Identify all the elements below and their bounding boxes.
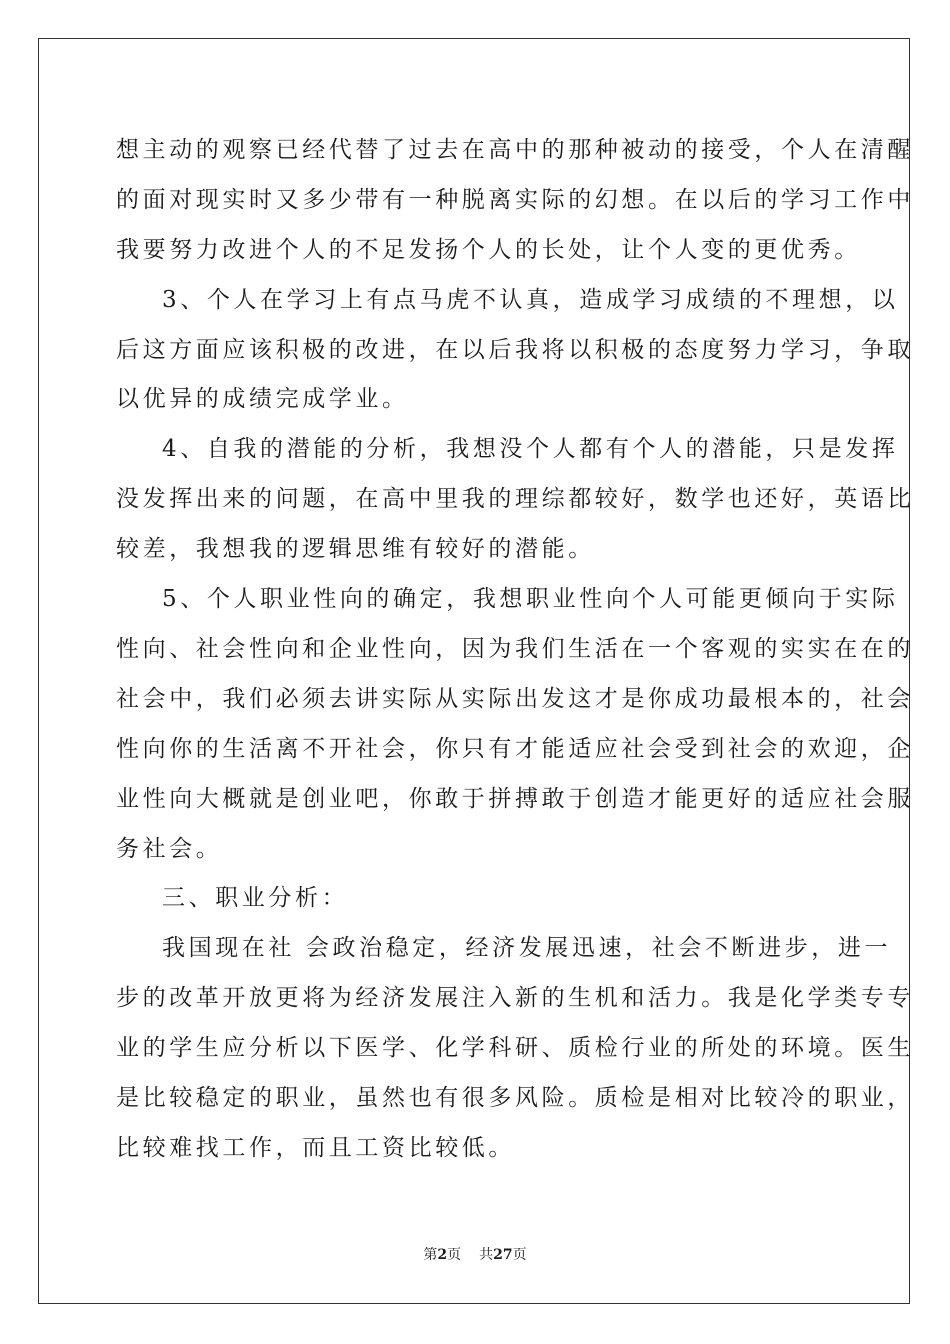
- text-line: 社会中，我们必须去讲实际从实际出发这才是你成功最根本的，社会: [116, 686, 914, 712]
- section-heading: 三、职业分析：: [162, 885, 349, 911]
- text-line: 的面对现实时又多少带有一种脱离实际的幻想。在以后的学习工作中: [116, 187, 914, 213]
- total-pages: 27: [493, 1247, 513, 1263]
- paragraph-start: 3、个人在学习上有点马虎不认真，造成学习成绩的不理想，以: [162, 287, 899, 313]
- page-suffix: 页: [447, 1247, 462, 1263]
- text-line: 后这方面应该积极的改进，在以后我将以积极的态度努力学习，争取: [116, 337, 914, 363]
- text-line: 业的学生应分析以下医学、化学科研、质检行业的所处的环境。医生: [116, 1035, 914, 1061]
- total-prefix: 共: [479, 1247, 494, 1263]
- text-line: 务社会。: [116, 836, 223, 862]
- paragraph-start: 4、自我的潜能的分析，我想没个人都有个人的潜能，只是发挥: [162, 436, 899, 462]
- text-line: 想主动的观察已经代替了过去在高中的那种被动的接受，个人在清醒: [116, 137, 914, 163]
- text-line: 是比较稳定的职业，虽然也有很多风险。质检是相对比较冷的职业，: [116, 1085, 914, 1111]
- page-border: [38, 38, 910, 1304]
- text-line: 比较难找工作，而且工资比较低。: [116, 1135, 515, 1161]
- page-prefix: 第: [423, 1247, 438, 1263]
- text-line: 性向、社会性向和企业性向，因为我们生活在一个客观的实实在在的: [116, 636, 914, 662]
- text-line: 没发挥出来的问题，在高中里我的理综都较好，数学也还好，英语比: [116, 486, 914, 512]
- text-line: 业性向大概就是创业吧，你敢于拼搏敢于创造才能更好的适应社会服: [116, 786, 914, 812]
- text-line: 以优异的成绩完成学业。: [116, 386, 409, 412]
- total-suffix: 页: [512, 1247, 527, 1263]
- text-line: 性向你的生活离不开社会，你只有才能适应社会受到社会的欢迎，企: [116, 736, 914, 762]
- paragraph-start: 5、个人职业性向的确定，我想职业性向个人可能更倾向于实际: [162, 586, 899, 612]
- paragraph-start: 我国现在社 会政治稳定，经济发展迅速，社会不断进步，进一: [162, 935, 892, 961]
- page-footer: [0, 1246, 950, 1264]
- page-number: 2: [437, 1247, 448, 1263]
- text-line: 我要努力改进个人的不足发扬个人的长处，让个人变的更优秀。: [116, 237, 861, 263]
- text-line: 步的改革开放更将为经济发展注入新的生机和活力。我是化学类专专: [116, 985, 914, 1011]
- text-line: 较差，我想我的逻辑思维有较好的潜能。: [116, 536, 595, 562]
